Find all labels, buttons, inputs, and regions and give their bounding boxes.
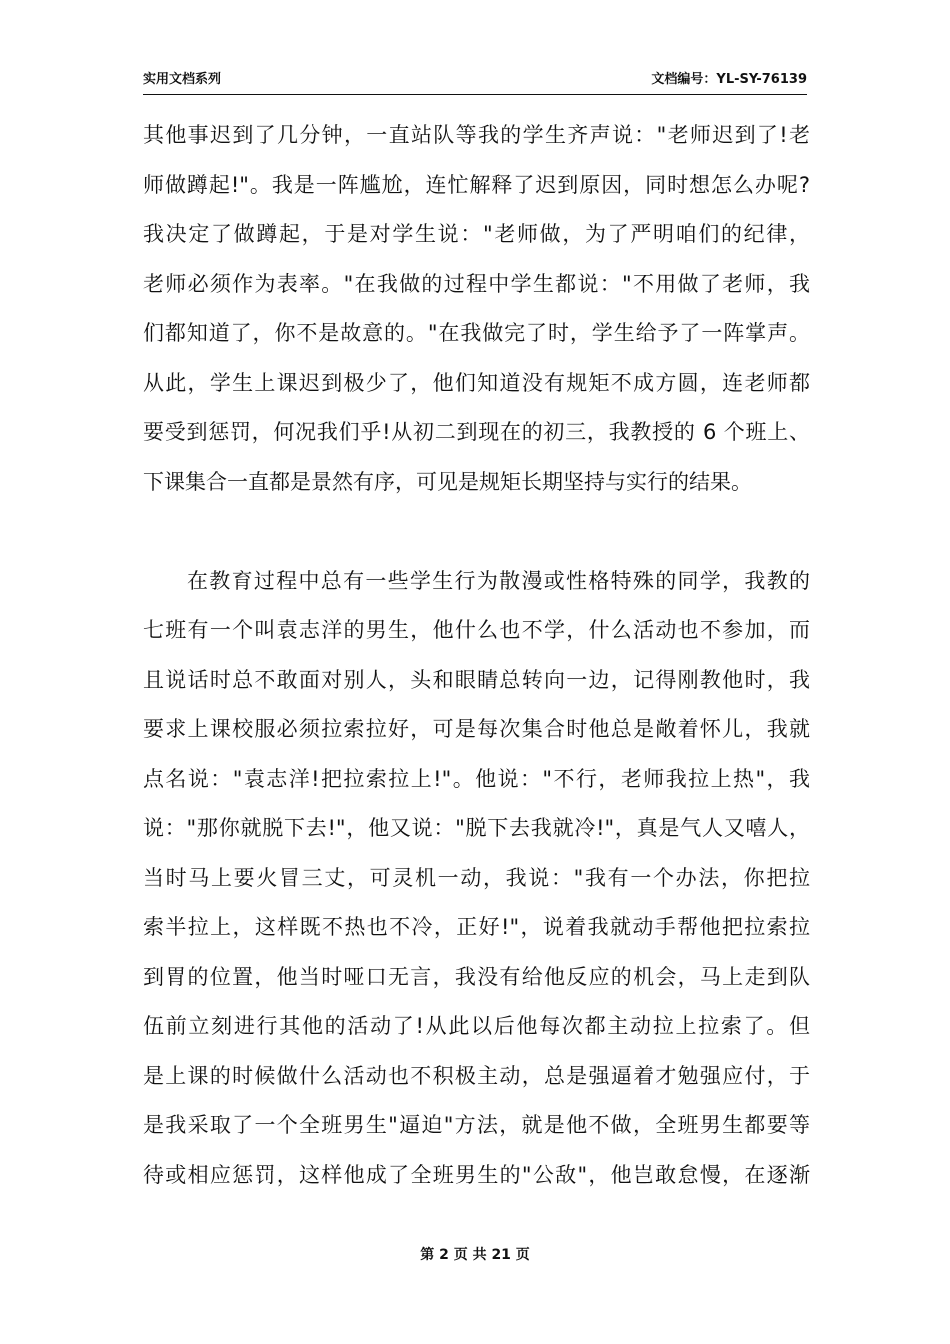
text-line: 在教育过程中总有一些学生行为散漫或性格特殊的同学，我教的 <box>187 568 810 593</box>
text-line: 当时马上要火冒三丈，可灵机一动，我说："我有一个办法，你把拉 <box>143 865 810 890</box>
text-line: 师做蹲起!"。我是一阵尴尬，连忙解释了迟到原因，同时想怎么办呢? <box>143 172 810 197</box>
document-number: 文档编号：YL-SY-76139 <box>651 72 807 87</box>
text-line: 是我采取了一个全班男生"逼迫"方法，就是他不做，全班男生都要等 <box>143 1113 810 1137</box>
text-line: 要求上课校服必须拉索拉好，可是每次集合时他总是敞着怀儿，我就 <box>143 717 810 741</box>
text-line: 索半拉上，这样既不热也不冷，正好!"，说着我就动手帮他把拉索拉 <box>143 915 810 939</box>
text-line: 下课集合一直都是景然有序，可见是规矩长期坚持与实行的结果。 <box>143 469 752 494</box>
text-line: 且说话时总不敢面对别人，头和眼睛总转向一边，记得刚教他时，我 <box>143 667 810 692</box>
page-header <box>143 70 807 95</box>
series-title: 实用文档系列 <box>143 72 222 87</box>
text-line: 到胃的位置，他当时哑口无言，我没有给他反应的机会，马上走到队 <box>143 964 810 989</box>
text-line: 是上课的时候做什么活动也不积极主动，总是强逼着才勉强应付，于 <box>143 1063 810 1088</box>
text-line: 们都知道了，你不是故意的。"在我做完了时，学生给予了一阵掌声。 <box>143 321 810 345</box>
document-body <box>143 111 810 1200</box>
text-line: 我决定了做蹲起，于是对学生说："老师做，为了严明咱们的纪律， <box>143 222 810 246</box>
text-line: 待或相应惩罚，这样他成了全班男生的"公敌"，他岂敢怠慢，在逐渐 <box>143 1162 810 1187</box>
text-line: 其他事迟到了几分钟，一直站队等我的学生齐声说："老师迟到了!老 <box>143 123 810 147</box>
paragraph-gap <box>143 507 810 557</box>
text-line: 要受到惩罚，何况我们乎!从初二到现在的初三，我教授的 6 个班上、 <box>143 420 810 444</box>
text-line: 七班有一个叫袁志洋的男生，他什么也不学，什么活动也不参加，而 <box>143 618 810 642</box>
text-line: 从此，学生上课迟到极少了，他们知道没有规矩不成方圆，连老师都 <box>143 370 810 395</box>
text-line: 说："那你就脱下去!"，他又说："脱下去我就冷!"，真是气人又嘻人， <box>143 816 810 840</box>
text-line: 老师必须作为表率。"在我做的过程中学生都说："不用做了老师，我 <box>143 271 810 296</box>
text-line: 伍前立刻进行其他的活动了!从此以后他每次都主动拉上拉索了。但 <box>143 1014 810 1038</box>
paragraph <box>143 557 810 1201</box>
paragraph <box>143 111 810 507</box>
page-footer: 第 2 页 共 21 页 <box>420 1247 530 1263</box>
text-line: 点名说："袁志洋!把拉索拉上!"。他说："不行，老师我拉上热"，我 <box>143 766 810 791</box>
